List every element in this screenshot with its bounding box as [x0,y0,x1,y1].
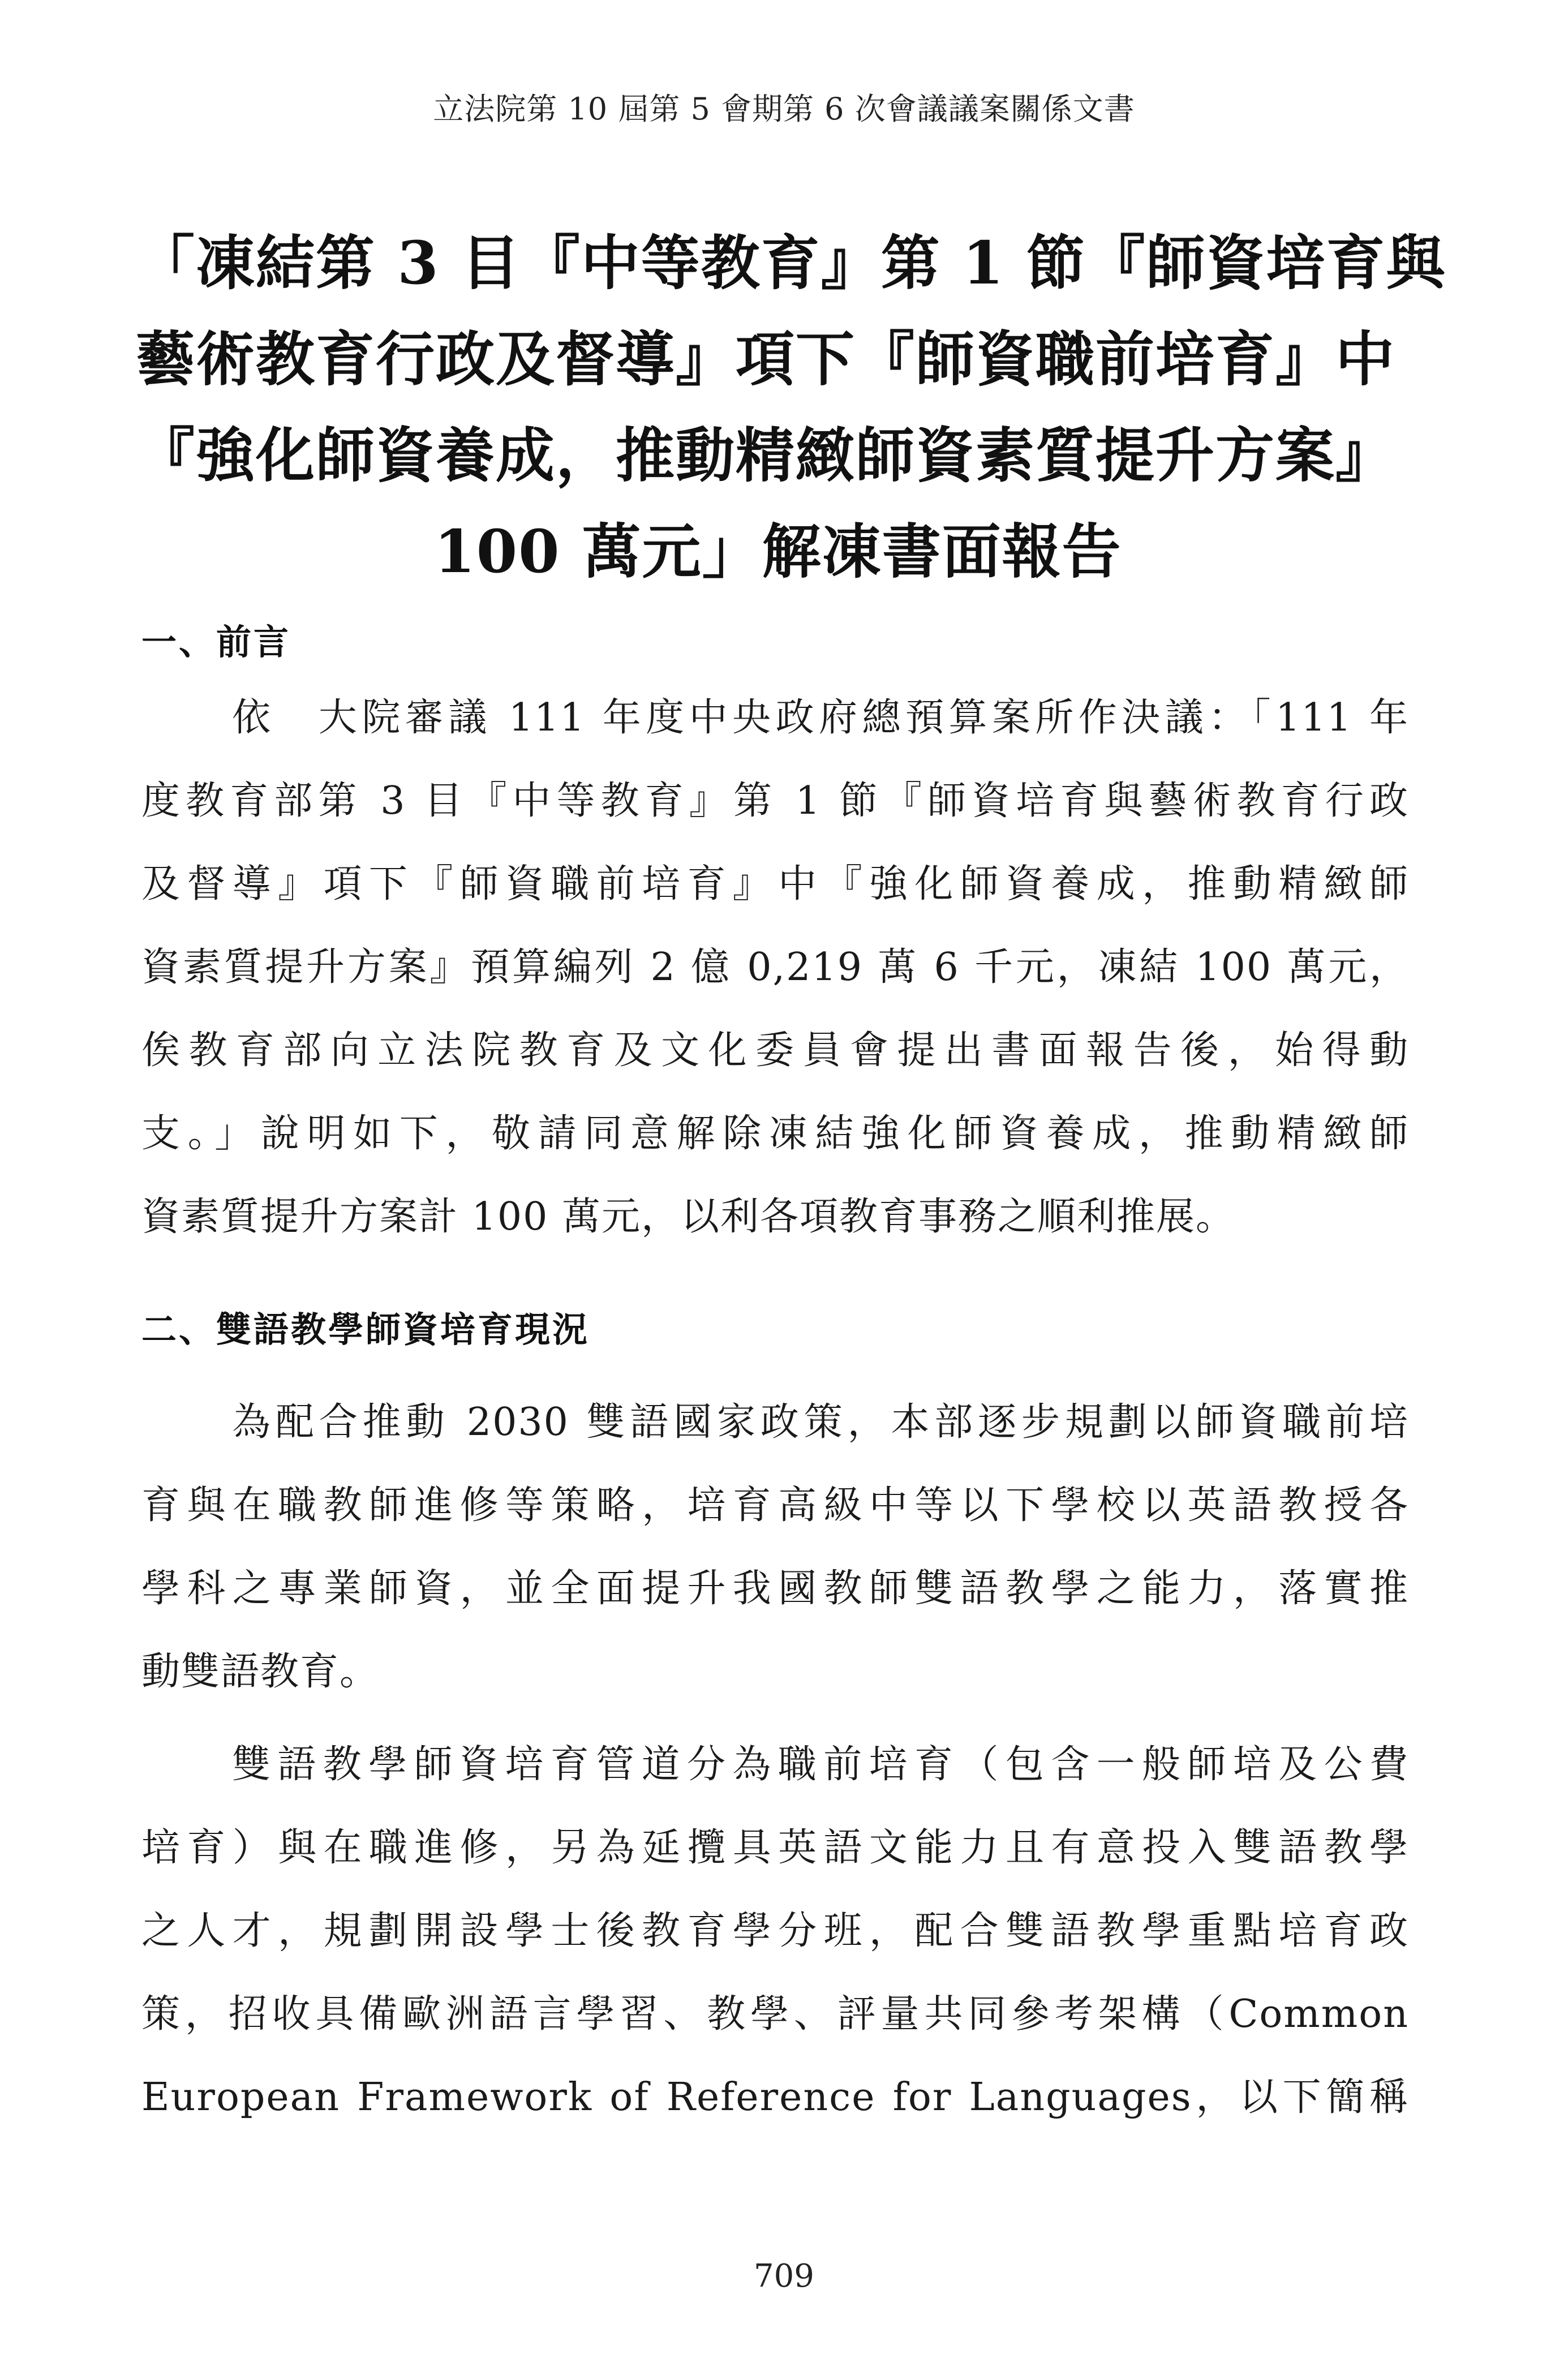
paragraph-line: 培育）與在職進修，另為延攬具英語文能力且有意投入雙語教學 [141,1825,1409,1870]
paragraph-line: 資素質提升方案計 100 萬元，以利各項教育事務之順利推展。 [141,1195,1236,1239]
document-title [136,215,1446,600]
paragraph-line: 學科之專業師資，並全面提升我國教師雙語教學之能力，落實推 [141,1566,1409,1611]
section-heading-bilingual-teacher-training: 二、雙語教學師資培育現況 [141,1309,590,1350]
paragraph-line: 策，招收具備歐洲語言學習、教學、評量共同參考架構（Common [141,1992,1409,2037]
paragraph-line: 資素質提升方案』預算編列 2 億 0,219 萬 6 千元，凍結 100 萬元， [141,945,1409,990]
title-line: 藝術教育行政及督導』項下『師資職前培育』中 [136,324,1396,394]
paragraph-line: 俟教育部向立法院教育及文化委員會提出書面報告後，始得動 [141,1028,1409,1073]
paragraph-line: 為配合推動 2030 雙語國家政策，本部逐步規劃以師資職前培 [232,1400,1409,1445]
title-line: 『強化師資養成，推動精緻師資素質提升方案』 [136,420,1396,490]
paragraph-line: European Framework of Reference for Languages，以下簡稱 [141,2075,1409,2120]
paragraph [141,1723,1409,2139]
running-header: 立法院第 10 屆第 5 會期第 6 次會議議案關係文書 [433,91,1135,127]
title-line: 「凍結第 3 目『中等教育』第 1 節『師資培育與 [136,228,1446,298]
section-heading-preface: 一、前言 [141,621,291,663]
paragraph-line: 雙語教學師資培育管道分為職前培育（包含一般師培及公費 [232,1742,1409,1787]
paragraph-line: 依 大院審議 111 年度中央政府總預算案所作決議：「111 年 [232,695,1409,740]
paragraph-line: 育與在職教師進修等策略，培育高級中等以下學校以英語教授各 [141,1483,1409,1528]
paragraph-line: 及督導』項下『師資職前培育』中『強化師資養成，推動精緻師 [141,862,1409,907]
paragraph [141,676,1409,1258]
paragraph-line: 度教育部第 3 目『中等教育』第 1 節『師資培育與藝術教育行政 [141,779,1409,823]
paragraph-line: 動雙語教育。 [141,1649,380,1694]
paragraph-line: 支。」說明如下，敬請同意解除凍結強化師資養成，推動精緻師 [141,1111,1409,1156]
title-line: 100 萬元」解凍書面報告 [434,517,1122,586]
paragraph [141,1381,1409,1713]
paragraph-line: 之人才，規劃開設學士後教育學分班，配合雙語教學重點培育政 [141,1909,1409,1953]
page-number: 709 [754,2258,814,2295]
